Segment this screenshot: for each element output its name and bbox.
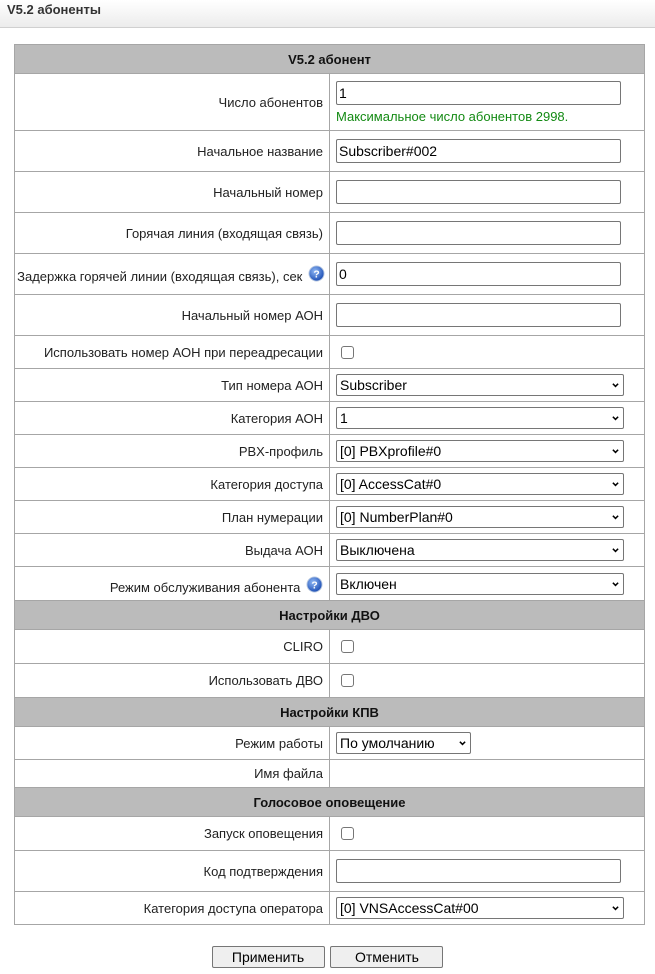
- cancel-button[interactable]: Отменить: [330, 946, 443, 968]
- service-mode-label: Режим обслуживания абонента: [109, 580, 301, 595]
- row-hotline-delay: [15, 254, 645, 295]
- work-mode-value: По умолчанию: [340, 735, 435, 751]
- service-mode-value: Включен: [340, 575, 397, 592]
- svg-text:?: ?: [313, 268, 320, 280]
- start-name-input[interactable]: [336, 139, 621, 163]
- numbering-plan-value: [0] NumberPlan#0: [340, 509, 453, 525]
- row-confirm-code: [15, 851, 645, 892]
- row-file-name: [15, 760, 645, 788]
- aon-start-input[interactable]: [336, 303, 621, 327]
- row-aon-category: [15, 402, 645, 435]
- row-service-mode: [15, 567, 645, 601]
- chevron-down-icon: [612, 547, 619, 554]
- section-kpv: Настройки КПВ: [15, 698, 645, 727]
- chevron-down-icon: [612, 382, 619, 389]
- page-header: [0, 0, 655, 28]
- help-icon[interactable]: [308, 265, 325, 282]
- section-subscriber: V5.2 абонент: [15, 45, 645, 74]
- hotline-delay-input[interactable]: [336, 262, 621, 286]
- confirm-code-label: Код подтверждения: [15, 851, 330, 892]
- help-icon[interactable]: [306, 576, 323, 593]
- start-number-input[interactable]: [336, 180, 621, 204]
- row-aon-redirect: [15, 336, 645, 369]
- svg-text:?: ?: [311, 580, 318, 592]
- row-aon-type: [15, 369, 645, 402]
- aon-output-select[interactable]: [336, 539, 624, 561]
- section-vas: Настройки ДВО: [15, 601, 645, 630]
- apply-button[interactable]: Применить: [212, 946, 325, 968]
- operator-access-label: Категория доступа оператора: [15, 892, 330, 925]
- chevron-down-icon: [612, 581, 619, 588]
- pbx-profile-value: [0] PBXprofile#0: [340, 443, 442, 459]
- hotline-delay-label: Задержка горячей линии (входящая связь), сек: [17, 268, 303, 284]
- row-start-number: [15, 172, 645, 213]
- cliro-label: CLIRO: [15, 630, 330, 664]
- file-name-label: Имя файла: [15, 760, 330, 788]
- chevron-down-icon: [612, 415, 619, 422]
- access-category-label: Категория доступа: [15, 468, 330, 501]
- aon-output-label: Выдача АОН: [15, 534, 330, 567]
- chevron-down-icon: [612, 481, 619, 488]
- chevron-down-icon: [612, 448, 619, 455]
- count-label: Число абонентов: [15, 74, 330, 131]
- aon-redirect-label: Использовать номер АОН при переадресации: [15, 336, 330, 369]
- form-buttons: [0, 946, 655, 968]
- aon-category-value: 1: [340, 410, 348, 426]
- aon-redirect-checkbox[interactable]: [341, 346, 354, 359]
- use-vas-checkbox[interactable]: [341, 674, 354, 687]
- chevron-down-icon: [612, 905, 619, 912]
- operator-access-select[interactable]: [336, 897, 624, 919]
- chevron-down-icon: [612, 514, 619, 521]
- aon-type-value: Subscriber: [340, 377, 407, 393]
- notify-start-label: Запуск оповещения: [15, 817, 330, 851]
- row-count: [15, 74, 645, 131]
- chevron-down-icon: [459, 740, 466, 747]
- pbx-profile-select[interactable]: [336, 440, 624, 462]
- access-category-select[interactable]: [336, 473, 624, 495]
- start-name-label: Начальное название: [15, 131, 330, 172]
- row-start-name: [15, 131, 645, 172]
- row-pbx-profile: [15, 435, 645, 468]
- use-vas-label: Использовать ДВО: [15, 664, 330, 698]
- subscriber-form: [14, 44, 645, 925]
- work-mode-label: Режим работы: [15, 727, 330, 760]
- row-hotline: [15, 213, 645, 254]
- row-notify-start: [15, 817, 645, 851]
- operator-access-value: [0] VNSAccessCat#00: [340, 900, 479, 916]
- access-category-value: [0] AccessCat#0: [340, 476, 442, 492]
- aon-start-label: Начальный номер АОН: [15, 295, 330, 336]
- confirm-code-input[interactable]: [336, 859, 621, 883]
- start-number-label: Начальный номер: [15, 172, 330, 213]
- aon-category-select[interactable]: [336, 407, 624, 429]
- row-numbering-plan: [15, 501, 645, 534]
- count-hint: Максимальное число абонентов 2998.: [336, 108, 569, 124]
- file-name-value: [330, 760, 645, 788]
- row-aon-start: [15, 295, 645, 336]
- row-work-mode: [15, 727, 645, 760]
- count-input[interactable]: [336, 81, 621, 105]
- notify-start-checkbox[interactable]: [341, 827, 354, 840]
- row-access-category: [15, 468, 645, 501]
- row-cliro: [15, 630, 645, 664]
- hotline-input[interactable]: [336, 221, 621, 245]
- aon-category-label: Категория АОН: [15, 402, 330, 435]
- service-mode-select[interactable]: [336, 573, 624, 595]
- row-aon-output: [15, 534, 645, 567]
- work-mode-select[interactable]: [336, 732, 471, 754]
- row-operator-access: [15, 892, 645, 925]
- pbx-profile-label: PBX-профиль: [15, 435, 330, 468]
- aon-type-label: Тип номера АОН: [15, 369, 330, 402]
- aon-type-select[interactable]: [336, 374, 624, 396]
- section-voice: Голосовое оповещение: [15, 788, 645, 817]
- hotline-label: Горячая линия (входящая связь): [15, 213, 330, 254]
- row-use-vas: [15, 664, 645, 698]
- page-title: V5.2 абоненты: [7, 2, 101, 17]
- numbering-plan-label: План нумерации: [15, 501, 330, 534]
- aon-output-value: Выключена: [340, 542, 415, 558]
- numbering-plan-select[interactable]: [336, 506, 624, 528]
- cliro-checkbox[interactable]: [341, 640, 354, 653]
